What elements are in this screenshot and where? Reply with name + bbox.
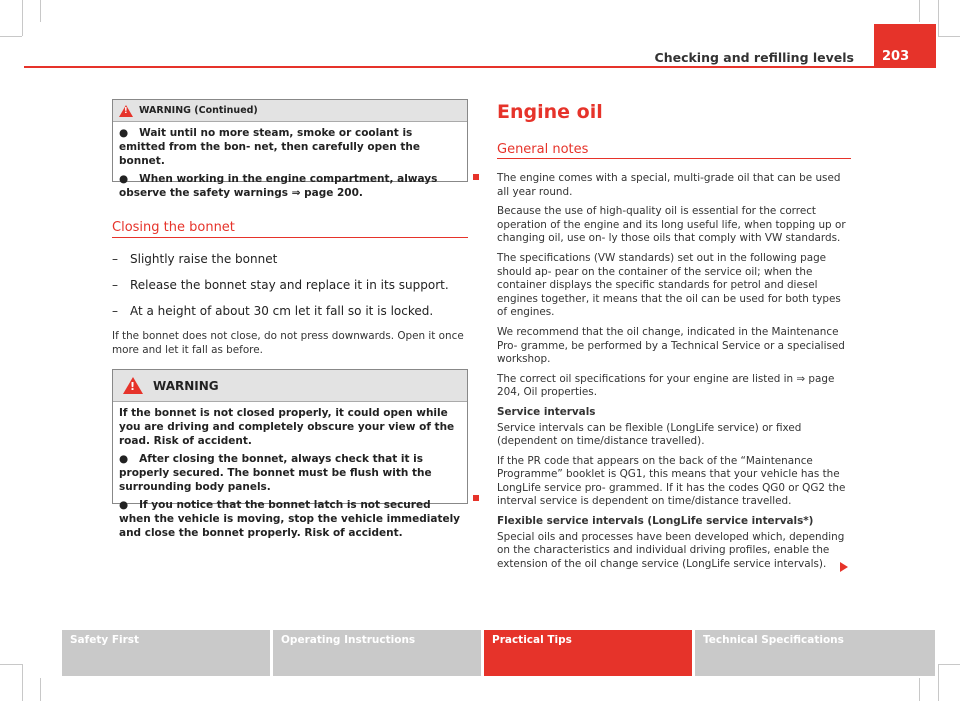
service-intervals-heading: Service intervals <box>497 405 596 418</box>
warning-continued-header <box>113 100 467 122</box>
footer-tab-safety-first[interactable]: Safety First <box>62 630 270 676</box>
warning-header <box>113 370 467 402</box>
paragraph: If the PR code that appears on the back of the “Maintenance Programme” booklet is QG1, this means that your vehicle has the LongLife service pro- grammed. If it has the codes QG0 or QG2 the interval service is dependent on time/distance travelled. <box>497 454 846 508</box>
paragraph: The correct oil specifications for your engine are listed in ⇒ page 204, Oil properties. <box>497 372 835 399</box>
engine-oil-title: Engine oil <box>497 101 603 123</box>
closing-steps <box>112 250 449 328</box>
page-number: 203 <box>874 24 936 68</box>
crop-mark <box>919 0 920 22</box>
warning-continued-box <box>112 99 468 199</box>
paragraph: Special oils and processes have been developed which, depending on the characteristics and individual driving profiles, enable the extension of the oil change service (LongLife service intervals). <box>497 530 845 570</box>
paragraph: The engine comes with a special, multi-grade oil that can be used all year round. <box>497 172 841 198</box>
warning-item: ● If you notice that the bonnet latch is not secured when the vehicle is moving, stop the vehicle immediately and close the bonnet properly. Risk of accident. <box>119 499 461 539</box>
warning-triangle-icon <box>123 377 143 394</box>
section-end-mark <box>473 174 479 180</box>
warning-continued-item: ● Wait until no more steam, smoke or coolant is emitted from the bon- net, then carefully open the bonnet. <box>119 127 420 167</box>
engine-oil-text <box>497 172 847 577</box>
warning-item: ● After closing the bonnet, always check that it is properly secured. The bonnet must be flush with the surrounding body panels. <box>119 453 432 493</box>
step-item: – Slightly raise the bonnet <box>112 252 278 266</box>
continue-arrow-icon <box>840 562 848 572</box>
section-end-mark <box>473 495 479 501</box>
step-item: – Release the bonnet stay and replace it in its support. <box>112 278 449 292</box>
paragraph: The specifications (VW standards) set out in the following page should ap- pear on the container of the service oil; when the container displays the specific standards for petrol and diesel engines together, it means that the oil can be used for both types of engines. <box>497 251 841 319</box>
paragraph: Because the use of high-quality oil is essential for the correct operation of the engine and its long useful life, when topping up or changing oil, use on- ly those oils that comply with VW standards. <box>497 205 846 245</box>
crop-mark <box>0 664 22 665</box>
heading-rule <box>497 158 851 159</box>
footer-tab-technical-specifications[interactable]: Technical Specifications <box>695 630 935 676</box>
paragraph: Service intervals can be flexible (LongLife service) or fixed (dependent on time/distance travelled). <box>497 421 802 448</box>
header-rule <box>24 66 874 68</box>
warning-continued-item: ● When working in the engine compartment, always observe the safety warnings ⇒ page 200. <box>119 173 438 199</box>
paragraph: We recommend that the oil change, indicated in the Maintenance Pro- gramme, be performed by a Technical Service or a specialised workshop. <box>497 325 845 366</box>
closing-note: If the bonnet does not close, do not press downwards. Open it once more and let it fall as before. <box>112 330 464 356</box>
footer-tab-practical-tips[interactable]: Practical Tips <box>484 630 692 676</box>
crop-mark <box>0 36 22 37</box>
crop-mark <box>22 0 23 36</box>
warning-continued-body <box>113 122 467 208</box>
footer-tab-operating-instructions[interactable]: Operating Instructions <box>273 630 481 676</box>
crop-mark <box>22 664 23 701</box>
crop-mark <box>40 0 41 22</box>
warning-title: WARNING <box>153 378 219 393</box>
crop-mark <box>40 678 41 701</box>
flexible-intervals-heading: Flexible service intervals (LongLife service intervals*) <box>497 515 814 528</box>
general-notes-heading: General notes <box>497 142 589 157</box>
warning-body <box>113 402 467 548</box>
section-title: Checking and refilling levels <box>654 50 854 65</box>
crop-mark <box>938 0 939 36</box>
warning-triangle-icon <box>119 105 133 117</box>
warning-continued-title: WARNING (Continued) <box>139 105 258 116</box>
crop-mark <box>938 36 960 37</box>
step-item: – At a height of about 30 cm let it fall so it is locked. <box>112 304 434 318</box>
closing-heading: Closing the bonnet <box>112 220 235 235</box>
warning-box <box>112 369 468 539</box>
heading-rule <box>112 237 468 238</box>
crop-mark <box>919 678 920 701</box>
warning-intro: If the bonnet is not closed properly, it could open while you are driving and completely obscure your view of the road. Risk of accident. <box>119 407 455 447</box>
crop-mark <box>938 664 960 665</box>
crop-mark <box>938 664 939 701</box>
